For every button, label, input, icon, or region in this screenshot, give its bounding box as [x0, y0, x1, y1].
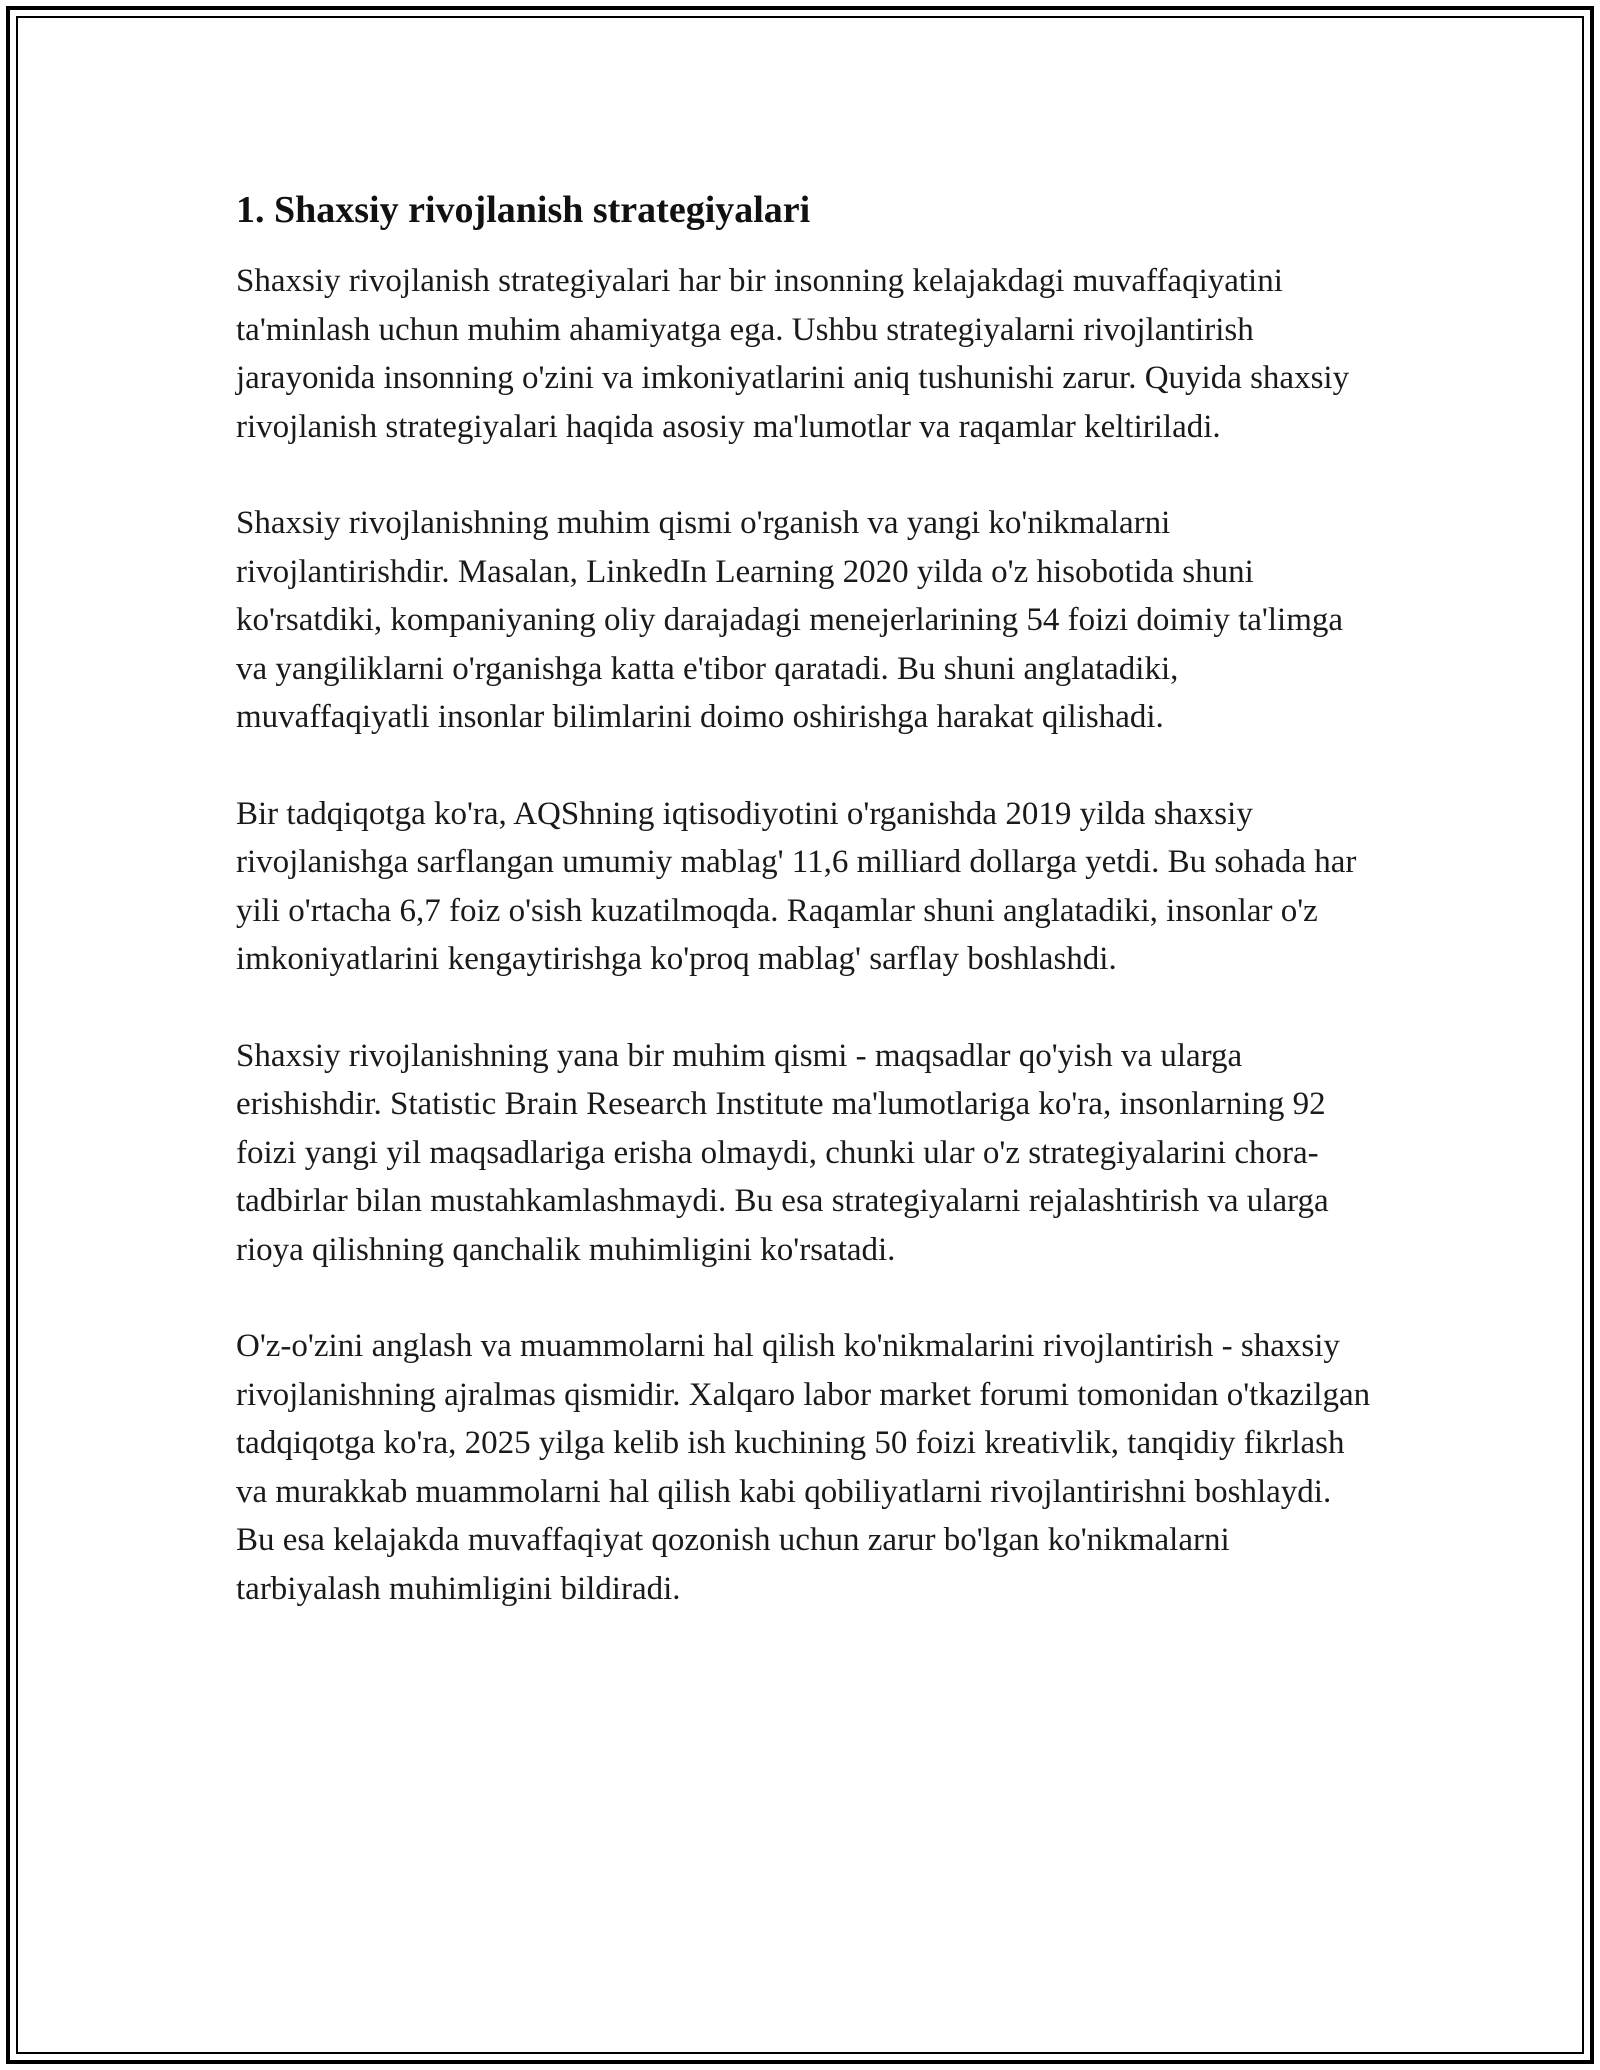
section-heading: 1. Shaxsiy rivojlanish strategiyalari — [236, 189, 811, 231]
paragraph-spending: Bir tadqiqotga ko'ra, AQShning iqtisodiyotini o'rganishda 2019 yilda shaxsiy rivojlanishga sarflangan umumiy mablag' 11,6 milliard dollarga yetdi. Bu sohada har yili o'rtacha 6,7 foiz o'sish kuzatilmoqda. Raqamlar shuni anglatadiki, insonlar o'z imkoniyatlarini kengaytirishga ko'proq mablag' sarflay boshlashdi. — [236, 795, 1357, 977]
paragraph-intro: Shaxsiy rivojlanish strategiyalari har bir insonning kelajakdagi muvaffaqiyatini ta'minlash uchun muhim ahamiyatga ega. Ushbu strategiyalarni rivojlantirish jarayonida insonning o'zini va imkoniyatlarini aniq tushunishi zarur. Quyida shaxsiy rivojlanish strategiyalari haqida asosiy ma'lumotlar va raqamlar keltiriladi. — [236, 263, 1350, 445]
paragraph-goals: Shaxsiy rivojlanishning yana bir muhim qismi - maqsadlar qo'yish va ularga erishishdir. Statistic Brain Research Institute ma'lumotlariga ko'ra, insonlarning 92 foizi yangi yil maqsadlariga erisha olmaydi, chunki ular o'z strategiyalarini chora-tadbirlar bilan mustahkamlashmaydi. Bu esa strategiyalarni rejalashtirish va ularga rioya qilishning qanchalik muhimligini ko'rsatadi. — [236, 1037, 1329, 1268]
paragraph-skills: O'z-o'zini anglash va muammolarni hal qilish ko'nikmalarini rivojlantirish - shaxsiy rivojlanishning ajralmas qismidir. Xalqaro labor market forumi tomonidan o'tkazilgan tadqiqotga ko'ra, 2025 yilga kelib ish kuchining 50 foizi kreativlik, tanqidiy fikrlash va murakkab muammolarni hal qilish kabi qobiliyatlarni rivojlantirishni boshlaydi. Bu esa kelajakda muvaffaqiyat qozonish uchun zarur bo'lgan ko'nikmalarni tarbiyalash muhimligini bildiradi. — [236, 1328, 1371, 1607]
document-body — [236, 185, 1376, 1661]
paragraph-learning: Shaxsiy rivojlanishning muhim qismi o'rganish va yangi ko'nikmalarni rivojlantirishdir. Masalan, LinkedIn Learning 2020 yilda o'z hisobotida shuni ko'rsatdiki, kompaniyaning oliy darajadagi menejerlarining 54 foizi doimiy ta'limga va yangiliklarni o'rganishga katta e'tibor qaratadi. Bu shuni anglatadiki, muvaffaqiyatli insonlar bilimlarini doimo oshirishga harakat qilishadi. — [236, 505, 1344, 735]
